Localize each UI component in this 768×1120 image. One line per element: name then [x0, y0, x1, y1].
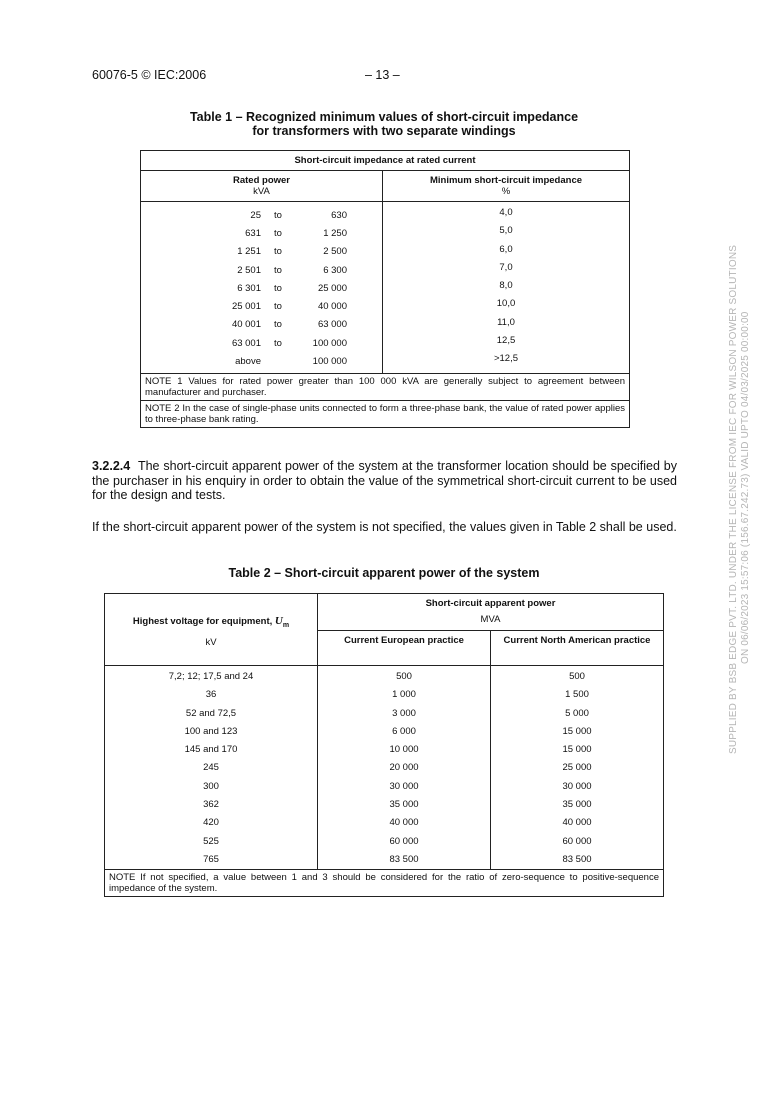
table2-voltage-value: 7,2; 12; 17,5 and 24	[168, 671, 254, 682]
table2-super-title: Short-circuit apparent power	[425, 598, 556, 609]
table1-impedance-value: 12,5	[496, 335, 516, 347]
table2-north-american-value: 83 500	[562, 853, 592, 865]
rated-power-from: 25 001	[231, 301, 261, 313]
table2-european-value: 40 000	[389, 817, 419, 829]
table1-col2-title: Minimum short-circuit impedance	[429, 175, 583, 186]
watermark-line2: ON 06/06/2023 15:57:06 (156.67.242.73) VALID UPTO 04/03/2025 00:00:00	[740, 311, 751, 664]
table1-impedance-value: 4,0	[499, 207, 513, 218]
page-number: – 13 –	[365, 68, 400, 82]
rated-power-to: 630	[331, 209, 347, 221]
table1-row	[141, 334, 382, 352]
table2-north-american-value: 15 000	[562, 744, 592, 756]
table2-north-american-value: 60 000	[562, 835, 592, 847]
rated-power-from: 1 251	[237, 246, 261, 258]
table2-north-american-value: 1 500	[565, 689, 589, 701]
table1-row	[141, 352, 382, 370]
rated-power-from: 631	[245, 227, 261, 239]
table2-north-american-value: 500	[569, 671, 585, 682]
table2	[104, 593, 664, 897]
table2-col1-title: Highest voltage for equipment,	[132, 616, 275, 628]
table2-col1-symbol: U	[274, 615, 283, 628]
rated-power-to: 100 000	[312, 356, 347, 368]
table2-european-value: 500	[396, 671, 412, 682]
table2-note: NOTE If not specified, a value between 1 and 3 should be considered for the ratio of zero-sequence to positive-sequence impedance of the system.	[105, 870, 664, 897]
table1-row	[141, 279, 382, 297]
range-separator: to	[274, 301, 282, 313]
range-separator: to	[274, 209, 282, 221]
rated-power-to: 100 000	[312, 337, 347, 349]
table2-north-american-value: 5 000	[565, 707, 589, 719]
table1-impedance-value: 8,0	[499, 280, 513, 292]
rated-power-to: 40 000	[317, 301, 347, 313]
paragraph-3-2-2-4	[92, 459, 677, 503]
table2-col1-header	[105, 594, 318, 666]
table2-voltage-value: 525	[203, 835, 219, 847]
rated-power-to: 63 000	[317, 319, 347, 331]
table1-impedance-value: 10,0	[496, 298, 516, 310]
clause-number: 3.2.2.4	[92, 459, 131, 473]
rated-power-from: 63 001	[231, 337, 261, 349]
table2-voltage-value: 145 and 170	[184, 744, 238, 756]
table1-caption	[92, 110, 676, 138]
rated-power-to: 6 300	[323, 264, 347, 276]
paragraph-text: The short-circuit apparent power of the system at the transformer location should be specified by the purchaser in his enquiry in order to obtain the value of the symmetrical short-circuit current to be used for the design and tests.	[92, 459, 677, 502]
table1-impedance-value: 11,0	[497, 316, 515, 328]
table2-north-american-column	[491, 666, 664, 870]
table2-voltage-value: 765	[203, 853, 219, 865]
table2-north-american-value: 25 000	[562, 762, 592, 774]
table2-european-value: 60 000	[389, 835, 419, 847]
rated-power-from: 40 001	[231, 319, 261, 331]
table1-col2-header	[383, 171, 630, 202]
table2-european-value: 6 000	[392, 725, 416, 737]
table1-note1: NOTE 1 Values for rated power greater than 100 000 kVA are generally subject to agreement between manufacturer and purchaser.	[141, 373, 630, 400]
rated-power-to: 1 250	[323, 227, 347, 239]
range-separator: to	[274, 227, 282, 239]
table2-voltage-value: 100 and 123	[184, 725, 238, 737]
table1-note2: NOTE 2 In the case of single-phase units connected to form a three-phase bank, the value of rated power applies to three-phase bank rating.	[141, 400, 630, 427]
table2-european-value: 83 500	[389, 853, 419, 865]
table2-col1-subscript: m	[282, 621, 290, 629]
table2-north-american-value: 15 000	[562, 725, 592, 737]
rated-power-from: 2 501	[237, 264, 261, 276]
table2-north-american-value: 40 000	[562, 817, 592, 829]
table1-impedance-value: 7,0	[499, 261, 513, 273]
table2-european-value: 10 000	[389, 744, 419, 756]
table1-impedance-column	[383, 202, 630, 374]
table1-col1-unit: kVA	[253, 186, 270, 197]
table1-caption-line1: Table 1 – Recognized minimum values of short-circuit impedance	[189, 110, 579, 124]
table1-row	[141, 224, 382, 242]
table2-voltage-value: 362	[203, 799, 219, 811]
rated-power-to: 2 500	[323, 246, 347, 258]
table2-super-header	[318, 594, 664, 631]
table1-row	[141, 316, 382, 334]
rated-power-from: above	[235, 356, 261, 368]
rated-power-to: 25 000	[317, 282, 347, 294]
rated-power-from: 6 301	[237, 282, 261, 294]
table1-caption-line2: for transformers with two separate windings	[252, 124, 516, 138]
table2-super-unit: MVA	[480, 614, 501, 625]
table1-row	[141, 297, 382, 315]
table2-north-american-value: 30 000	[562, 780, 592, 792]
table2-european-column	[318, 666, 491, 870]
table2-voltage-value: 300	[203, 780, 219, 792]
table2-caption: Table 2 – Short-circuit apparent power of the system	[228, 566, 540, 580]
table2-european-value: 35 000	[389, 799, 419, 811]
table2-european-value: 30 000	[389, 780, 419, 792]
paragraph-default-values: If the short-circuit apparent power of the system is not specified, the values given in Table 2 shall be used.	[92, 520, 677, 534]
table2-col2-header: Current European practice	[318, 631, 491, 666]
watermark-line1: SUPPLIED BY BSB EDGE PVT. LTD. UNDER THE LICENSE FROM IEC FOR WILSON POWER SOLUTIONS	[728, 244, 739, 754]
standard-reference: 60076-5 © IEC:2006	[92, 68, 207, 82]
table2-voltage-column	[105, 666, 318, 870]
table1-row	[141, 206, 382, 224]
table1-row	[141, 243, 382, 261]
table1-col2-unit: %	[501, 186, 511, 197]
table2-voltage-value: 52 and 72,5	[185, 707, 237, 719]
table2-voltage-value: 420	[203, 817, 219, 829]
table2-voltage-value: 245	[203, 762, 219, 774]
table1-rated-power-column	[141, 202, 383, 374]
table1-row	[141, 261, 382, 279]
table1-impedance-value: 6,0	[499, 243, 513, 255]
table2-col3-header: Current North American practice	[491, 631, 664, 666]
table1-col1-header	[141, 171, 383, 202]
table2-european-value: 20 000	[389, 762, 419, 774]
range-separator: to	[274, 319, 282, 331]
table2-european-value: 3 000	[392, 707, 416, 719]
range-separator: to	[274, 282, 282, 294]
table2-voltage-value: 36	[205, 689, 217, 701]
license-watermark	[692, 244, 768, 1120]
table1-col1-title: Rated power	[232, 175, 290, 186]
table2-european-value: 1 000	[392, 689, 416, 701]
table1-impedance-value: 5,0	[499, 225, 513, 237]
table1-super-header: Short-circuit impedance at rated current	[141, 151, 630, 171]
table2-north-american-value: 35 000	[562, 799, 592, 811]
rated-power-from: 25	[250, 209, 261, 221]
range-separator: to	[274, 337, 282, 349]
table1-impedance-value: >12,5	[493, 353, 519, 365]
table1	[140, 150, 630, 428]
range-separator: to	[274, 264, 282, 276]
range-separator: to	[274, 246, 282, 258]
table2-col1-unit: kV	[205, 636, 217, 648]
